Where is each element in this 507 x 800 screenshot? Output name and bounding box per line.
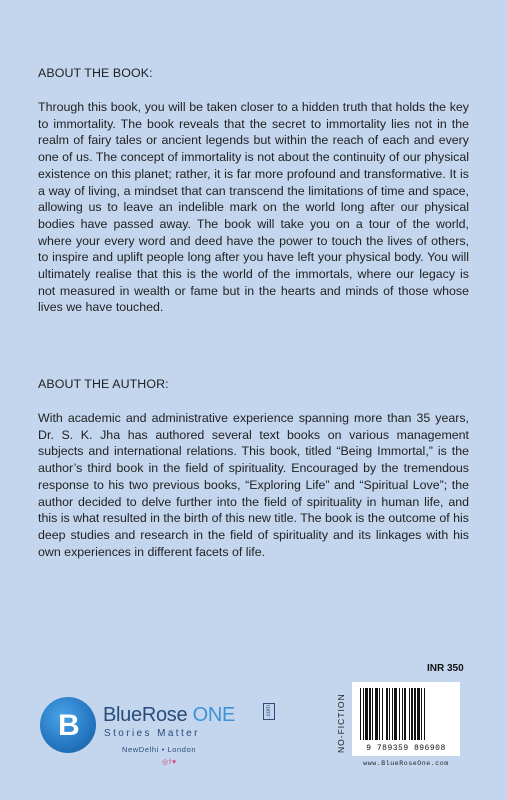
barcode-bar <box>417 688 420 740</box>
barcode-icon <box>358 688 454 744</box>
publisher-logo-icon <box>40 697 96 753</box>
barcode-bar <box>392 688 393 740</box>
barcode-bar <box>360 688 361 740</box>
barcode-bar <box>372 688 373 740</box>
logo-letter: B <box>58 709 80 742</box>
barcode-bar <box>363 688 364 740</box>
about-book-heading: ABOUT THE BOOK: <box>38 66 153 80</box>
barcode-bar <box>402 688 403 740</box>
barcode-bar <box>409 688 410 740</box>
barcode-bar <box>414 688 416 740</box>
barcode-bar <box>369 688 371 740</box>
publisher-cities: NewDelhi • London <box>122 745 197 754</box>
about-author-heading: ABOUT THE AUTHOR: <box>38 377 169 391</box>
barcode-bar <box>382 688 383 740</box>
publisher-name-part1: BlueRose <box>103 704 193 726</box>
barcode-bar <box>379 688 380 740</box>
barcode-bar <box>404 688 406 740</box>
barcode-bar <box>389 688 390 740</box>
publisher-name-part2: ONE <box>192 704 236 726</box>
social-icons: ◎f♥ <box>162 759 178 766</box>
website-url: www.BlueRoseOne.com <box>363 760 449 767</box>
barcode-bar <box>399 688 400 740</box>
publisher-com-label: .com <box>263 703 275 720</box>
barcode-bar <box>386 688 388 740</box>
barcode-bar <box>411 688 413 740</box>
about-book-text: Through this book, you will be taken closer to a hidden truth that holds the key to immortality. The book reveals that the secret to immortality lies not in the realm of fairy tales or ancient legends but within the reach of each and every one of us. The concept of immortality is not about the continuity of our physical existence on this planet; rather, it is far more profound and transformative. It is a way of living, a mindset that can transcend the limitations of time and space, allowing us to leave an indelible mark on the world long after our physical bodies have passed away. The book will take you on a tour of the world, where your every word and deed have the power to touch the lives of others, to inspire and uplift people long after you have left your physical body. You will ultimately realise that this is the world of the immortals, where our legacy is not measured in wealth or fame but in the hearts and minds of those whose lives we have touched. <box>38 100 469 315</box>
price-label: INR 350 <box>427 663 464 674</box>
genre-label: NO-FICTION <box>336 693 346 753</box>
about-author-text: With academic and administrative experience spanning more than 35 years, Dr. S. K. Jha has authored several text books on various management subjects and international relations. This book, titled “Being Immortal,” is the author’s third book in the field of spirituality. Encouraged by the tremendous response to his two previous books, “Exploring Life” and “Spiritual Love”; the author decided to delve further into the field of spirituality in human life, and this is what resulted in the birth of this new title. The book is the outcome of his deep studies and research in the field of spirituality and its linkages with his own experiences in different facets of life. <box>38 411 469 559</box>
barcode-bar <box>365 688 368 740</box>
isbn-number: 9 789359 896908 <box>366 744 446 753</box>
publisher-name <box>103 704 235 727</box>
barcode-bar <box>394 688 397 740</box>
barcode-bar <box>375 688 378 740</box>
barcode-bar <box>424 688 425 740</box>
publisher-tagline: Stories Matter <box>104 728 200 739</box>
barcode-bar <box>421 688 422 740</box>
